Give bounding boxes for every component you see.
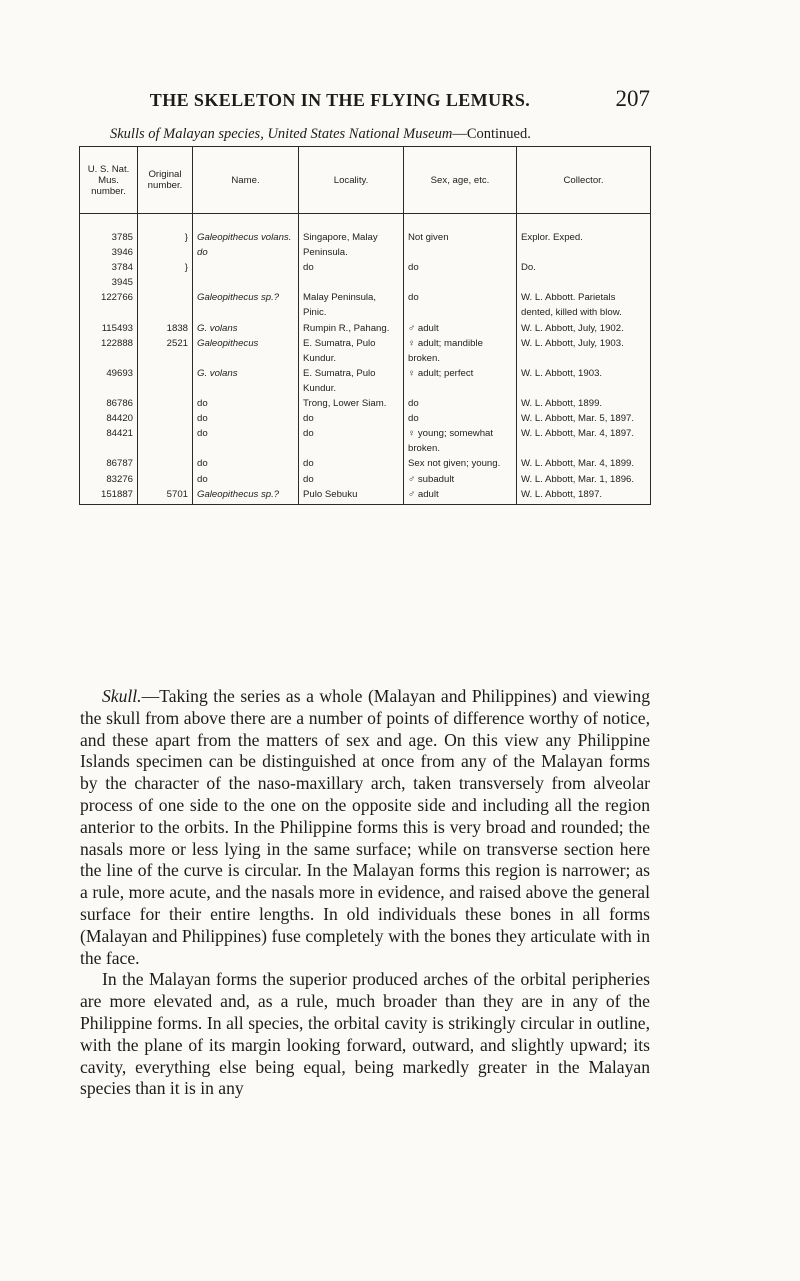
skulls-table [79,146,651,505]
mus-number-cell: 115493 [80,321,138,336]
col-name: Name. [193,147,299,214]
col-original-number: Original number. [138,147,193,214]
collector-cell: W. L. Abbott, July, 1902. [517,321,651,336]
name-cell: do [193,411,299,426]
collector-cell: W. L. Abbott, Mar. 1, 1896. [517,472,651,487]
collector-cell: W. L. Abbott, July, 1903. [517,336,651,366]
table-row [80,290,651,320]
name-cell: do [193,456,299,471]
page-header [90,86,650,116]
sex-age-cell: do [404,411,517,426]
collector-cell: W. L. Abbott, Mar. 4, 1897. [517,426,651,456]
table-row [80,214,651,291]
original-number-cell [138,396,193,411]
original-number-cell: 1838 [138,321,193,336]
name-cell: G. volans [193,321,299,336]
paragraph-skull [80,686,650,969]
original-number-cell [138,426,193,456]
locality-cell: do [299,411,404,426]
col-collector: Collector. [517,147,651,214]
mus-number-cell: 151887 [80,487,138,505]
table-header-row [80,147,651,214]
collector-cell: W. L. Abbott, 1899. [517,396,651,411]
original-number-cell [138,472,193,487]
col-sex-age: Sex, age, etc. [404,147,517,214]
sex-age-cell: ♂ adult [404,487,517,505]
original-number-cell: } } [138,214,193,291]
locality-cell: do [299,472,404,487]
table-row [80,336,651,366]
mus-number-cell: 86786 [80,396,138,411]
locality-cell: E. Sumatra, Pulo Kundur. [299,336,404,366]
collector-cell: W. L. Abbott, Mar. 4, 1899. [517,456,651,471]
locality-cell: Pulo Sebuku [299,487,404,505]
caption-title: Skulls of Malayan species, United States National Museum [110,126,453,142]
sex-age-cell: do [404,290,517,320]
mus-number-cell: 122888 [80,336,138,366]
mus-number-cell: 86787 [80,456,138,471]
collector-cell: W. L. Abbott. Parietals dented, killed with blow. [517,290,651,320]
name-cell: Galeopithecus [193,336,299,366]
sex-age-cell: ♀ adult; mandible broken. [404,336,517,366]
collector-cell: Explor. Exped. Do. [517,214,651,291]
table-row [80,366,651,396]
table-row [80,426,651,456]
name-cell: Galeopithecus volans. do [193,214,299,291]
table-row [80,321,651,336]
name-cell: G. volans [193,366,299,396]
paragraph-lead: Skull. [102,686,142,706]
original-number-cell: 2521 [138,336,193,366]
col-locality: Locality. [299,147,404,214]
body-text [80,686,650,1100]
original-number-cell [138,366,193,396]
collector-cell: W. L. Abbott, 1903. [517,366,651,396]
name-cell: do [193,396,299,411]
paragraph-orbits: In the Malayan forms the superior produced arches of the orbital peripheries are more elevated and, as a rule, much broader than they are in any of the Philippine forms. In all species, the orbital cavity is strikingly circular in outline, with the plane of its margin looking forward, outward, and slightly upward; its cavity, everything else being equal, being markedly greater in the Malayan species than it is in any [80,969,650,1099]
sex-age-cell: ♀ young; somewhat broken. [404,426,517,456]
sex-age-cell: Not given do [404,214,517,291]
mus-number-cell: 122766 [80,290,138,320]
mus-number-cell: 83276 [80,472,138,487]
caption-continued: —Continued. [452,126,531,142]
sex-age-cell: ♀ adult; perfect [404,366,517,396]
mus-number-cell: 3785 3946 3784 3945 [80,214,138,291]
collector-cell: W. L. Abbott, Mar. 5, 1897. [517,411,651,426]
table-row [80,472,651,487]
locality-cell: do [299,456,404,471]
locality-cell: Trong, Lower Siam. [299,396,404,411]
original-number-cell [138,290,193,320]
locality-cell: E. Sumatra, Pulo Kundur. [299,366,404,396]
name-cell: do [193,426,299,456]
name-cell: do [193,472,299,487]
locality-cell: Singapore, Malay Peninsula. do [299,214,404,291]
sex-age-cell: ♂ subadult [404,472,517,487]
running-title: THE SKELETON IN THE FLYING LEMURS. [149,90,531,110]
table-row [80,456,651,471]
mus-number-cell: 49693 [80,366,138,396]
name-cell: Galeopithecus sp.? [193,290,299,320]
table-caption [110,126,531,143]
mus-number-cell: 84421 [80,426,138,456]
original-number-cell: 5701 [138,487,193,505]
original-number-cell [138,411,193,426]
original-number-cell [138,456,193,471]
collector-cell: W. L. Abbott, 1897. [517,487,651,505]
table-row [80,411,651,426]
page-number: 207 [615,86,650,111]
locality-cell: Malay Peninsula, Pinic. [299,290,404,320]
sex-age-cell: Sex not given; young. [404,456,517,471]
paragraph-skull-text: —Taking the series as a whole (Malayan and Philippines) and viewing the skull from above there are a number of points of difference worthy of notice, and these apart from the matters of sex and age. On this view any Philippine Islands specimen can be distinguished at once from any of the Malayan forms by the character of the naso-maxillary arch, taken transversely from alveolar process of one side to the one on the opposite side and including all the region anterior to the orbits. In the Philippine forms this is very broad and rounded; the nasals more or less lying in the same surface; while on transverse section here the line of the curve is circular. In the Malayan forms this region is narrower; as a rule, more acute, and the nasals more in evidence, and raised above the general surface for their entire lengths. In old individuals these bones in all forms (Malayan and Philippines) fuse completely with the bones they articulate with in the face. [80,686,650,968]
col-mus-number: U. S. Nat. Mus. number. [80,147,138,214]
locality-cell: Rumpin R., Pahang. [299,321,404,336]
sex-age-cell: do [404,396,517,411]
mus-number-cell: 84420 [80,411,138,426]
locality-cell: do [299,426,404,456]
table-row [80,396,651,411]
name-cell: Galeopithecus sp.? [193,487,299,505]
sex-age-cell: ♂ adult [404,321,517,336]
table-row [80,487,651,505]
